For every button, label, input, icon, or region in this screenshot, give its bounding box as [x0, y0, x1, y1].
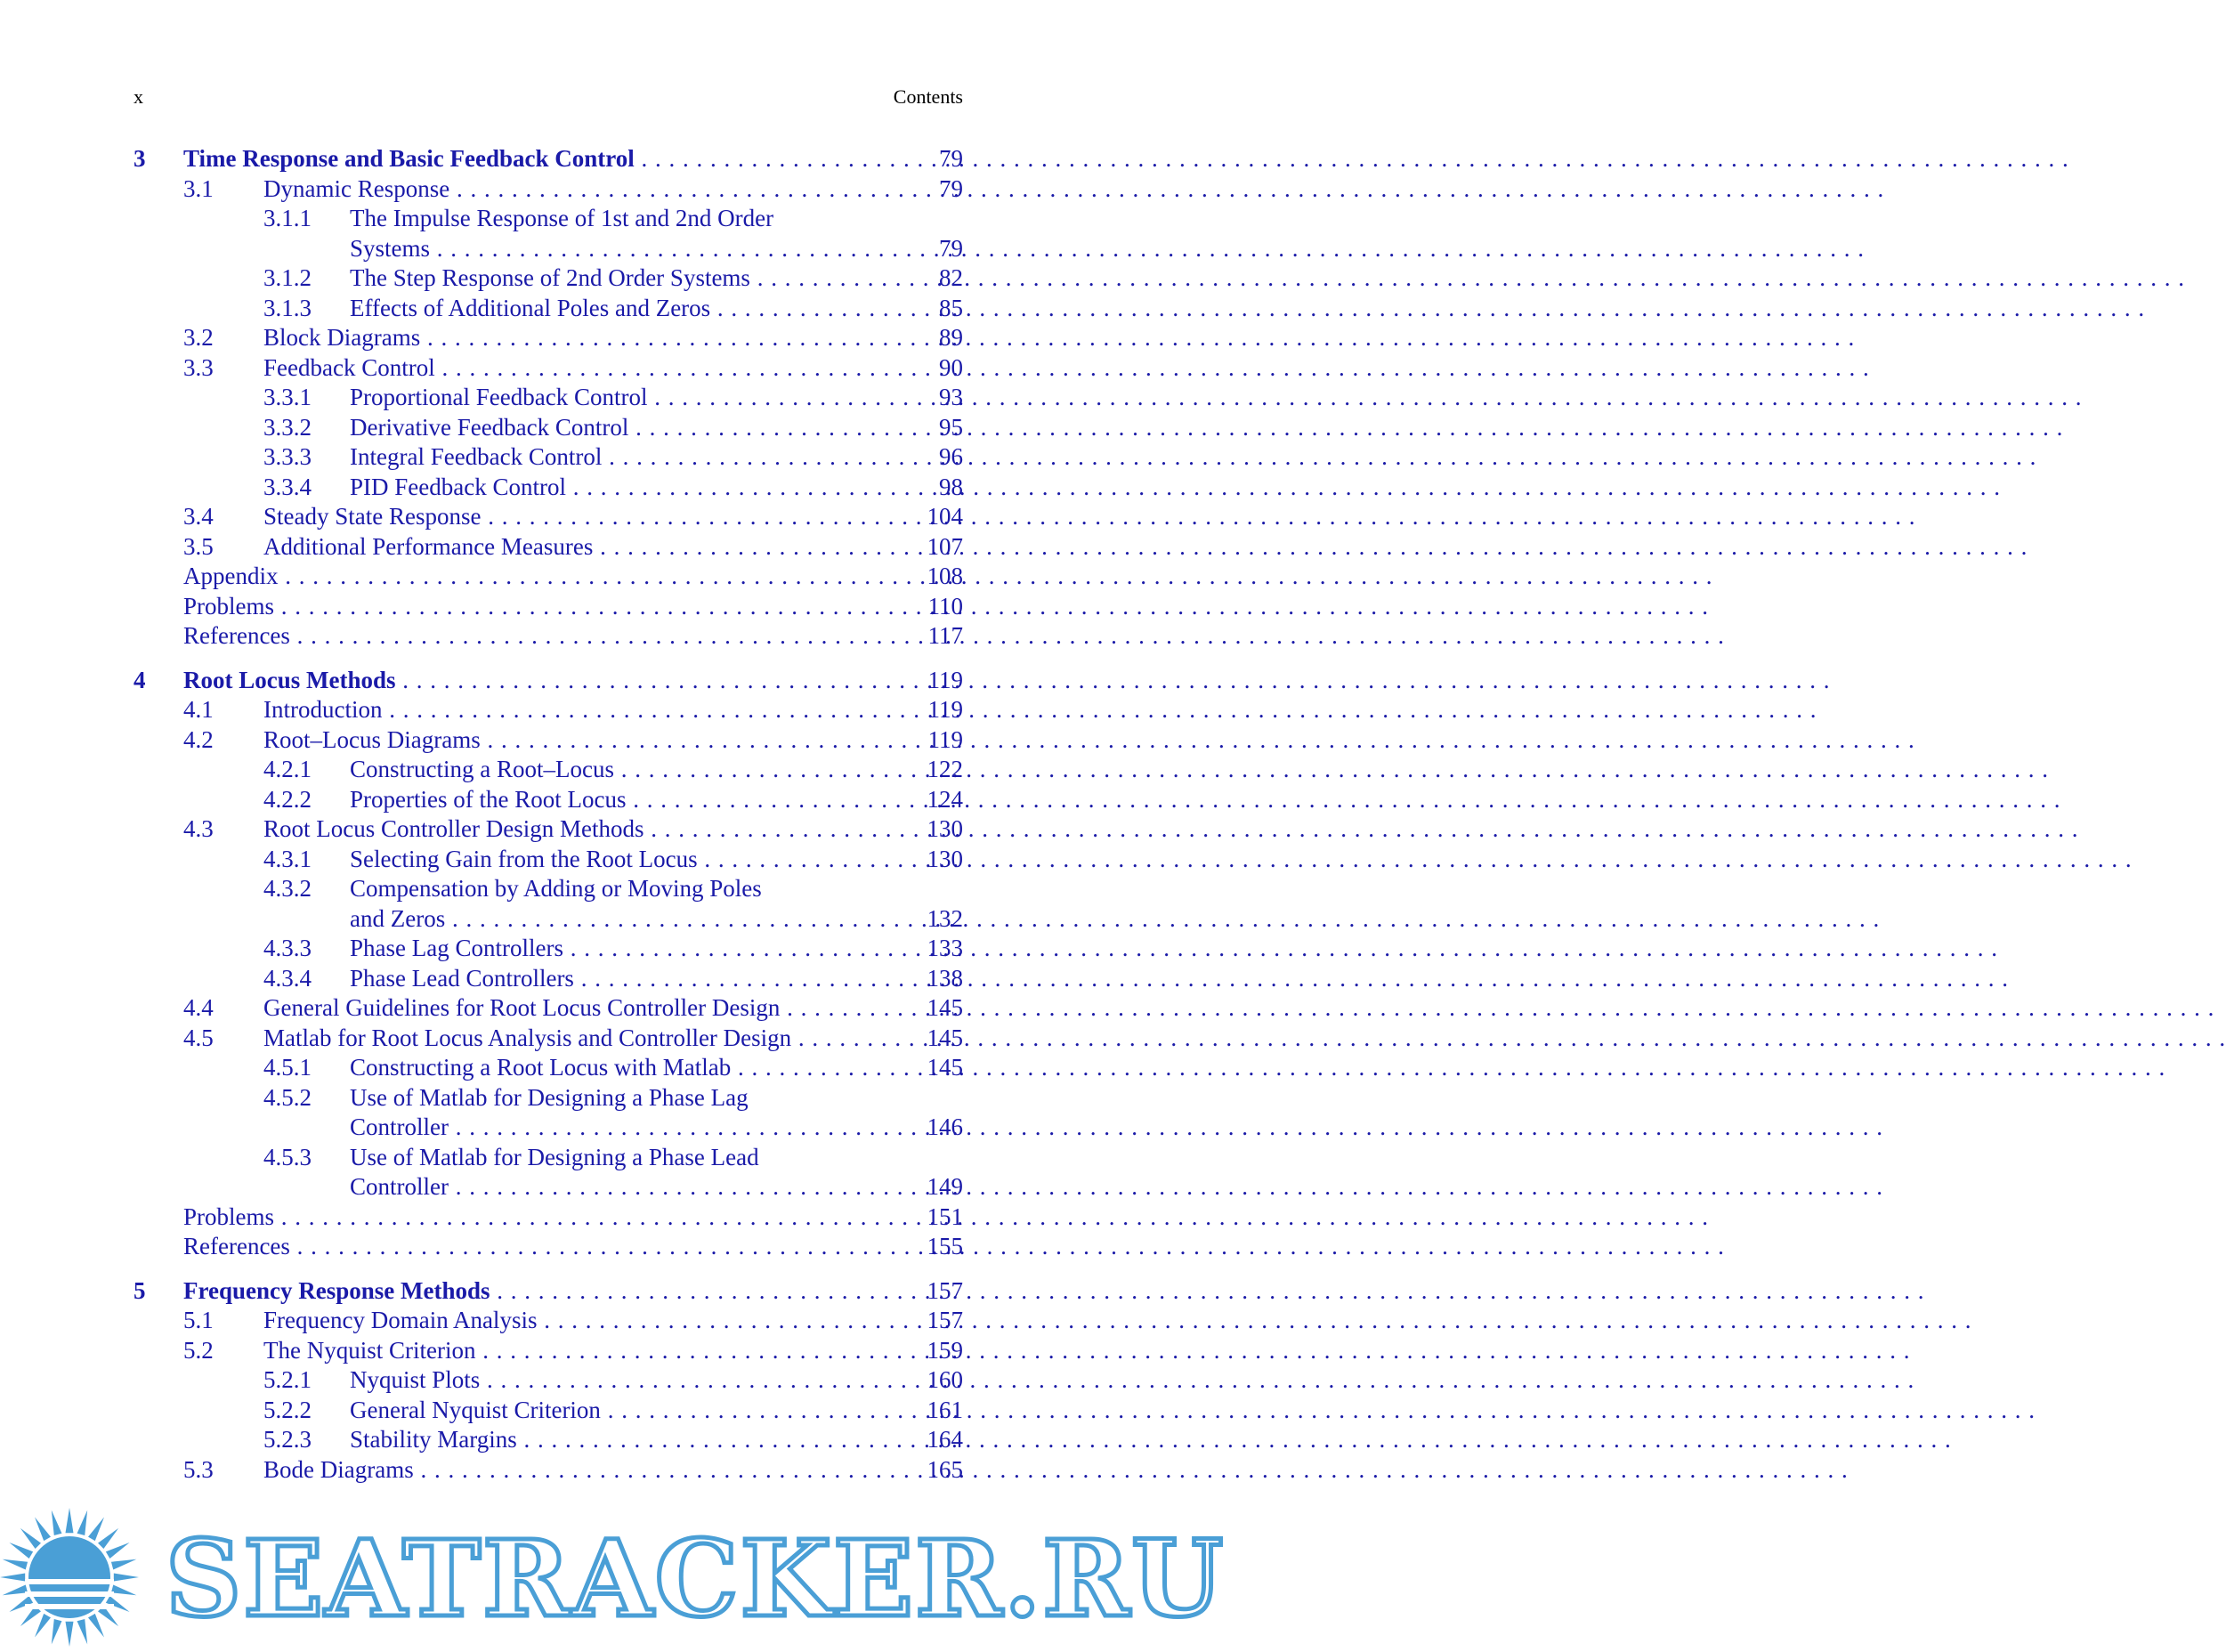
toc-entry-title: Phase Lead Controllers . . . — [350, 964, 904, 994]
toc-entry-number: 5 — [134, 1276, 146, 1304]
toc-entry-number: 4.3.3 — [263, 935, 312, 961]
sun-ray — [111, 1585, 136, 1596]
toc-misc-row[interactable] — [0, 592, 1087, 622]
sun-ray — [66, 1508, 74, 1533]
sun-ray — [3, 1559, 28, 1570]
toc-entry-title: Root Locus Methods . . . — [183, 666, 904, 696]
toc-entry-number: 4.5 — [183, 1024, 214, 1051]
toc-entry-page: 161 — [927, 1396, 963, 1423]
toc-entry-title: Selecting Gain from the Root Locus . . . — [350, 845, 904, 875]
toc-entry-title: Bode Diagrams . . . — [263, 1455, 904, 1486]
sun-ray — [35, 1517, 51, 1541]
toc-entry-page: 89 — [939, 324, 963, 351]
toc-entry-number: 3.1.2 — [263, 264, 312, 291]
toc-entry-number: 3.3 — [183, 353, 214, 381]
toc-subsection-row[interactable] — [0, 204, 1087, 234]
toc-chapter-row[interactable] — [0, 1276, 1087, 1307]
toc-entry-number: 3.3.3 — [263, 443, 312, 470]
toc-subsection-row[interactable] — [0, 473, 1087, 503]
sun-ray — [77, 1619, 88, 1644]
toc-entry-number: 4.2.1 — [263, 756, 312, 782]
toc-entry-number: 4.1 — [183, 696, 214, 723]
sun-ray — [106, 1543, 130, 1559]
toc-entry-number: 4.3.4 — [263, 964, 312, 992]
toc-entry-page: 155 — [927, 1233, 963, 1259]
toc-entry-page: 122 — [927, 756, 963, 782]
sun-ray — [77, 1510, 88, 1535]
sun-ray — [98, 1528, 118, 1549]
toc-entry-number: 3.5 — [183, 532, 214, 560]
toc-entry-page: 110 — [927, 592, 963, 620]
running-title: Contents — [893, 85, 963, 108]
toc-entry-page: 133 — [927, 935, 963, 961]
toc-entry-title: Proportional Feedback Control . . . — [350, 383, 904, 413]
sun-ray — [111, 1559, 136, 1570]
toc-entry-number: 5.2.1 — [263, 1366, 312, 1393]
toc-entry-title: Derivative Feedback Control . . . — [350, 413, 904, 443]
toc-entry-page: 124 — [927, 785, 963, 813]
toc-entry-page: 130 — [927, 845, 963, 872]
sun-ray — [9, 1543, 33, 1559]
toc-entry-number: 4.4 — [183, 994, 214, 1021]
toc-entry-number: 3.1 — [183, 174, 214, 202]
toc-entry-title: Constructing a Root Locus with Matlab . . . — [350, 1053, 904, 1083]
toc-entry-page: 130 — [927, 815, 963, 842]
page-number: x — [134, 85, 143, 108]
sun-ray — [66, 1622, 74, 1647]
toc-misc-row[interactable] — [0, 562, 1087, 592]
toc-subsection-row[interactable] — [0, 1172, 1087, 1203]
toc-entry-page: 96 — [939, 443, 963, 470]
toc-entry-page: 95 — [939, 413, 963, 441]
toc-entry-page: 82 — [939, 264, 963, 291]
toc-subsection-row[interactable] — [0, 234, 1087, 264]
sun-ray — [20, 1528, 41, 1549]
toc-entry-number: 4.5.3 — [263, 1143, 312, 1170]
toc-entry-number: 3.3.1 — [263, 384, 312, 410]
toc-entry-page: 132 — [927, 904, 963, 932]
toc-entry-title: Root Locus Controller Design Methods . . . — [263, 814, 904, 845]
toc-entry-title: Block Diagrams . . . — [263, 323, 904, 353]
toc-entry-number: 5.2 — [183, 1336, 214, 1364]
toc-entry-title: Properties of the Root Locus . . . — [350, 785, 904, 815]
toc-subsection-row[interactable] — [0, 1365, 1087, 1396]
sun-ray — [52, 1619, 62, 1644]
toc-entry-title: Frequency Domain Analysis . . . — [263, 1306, 904, 1336]
toc-section-row[interactable] — [0, 1306, 1087, 1336]
toc-entry-title: Nyquist Plots . . . — [350, 1365, 904, 1396]
toc-section-row[interactable] — [0, 353, 1087, 384]
toc-entry-title: Integral Feedback Control . . . — [350, 442, 904, 473]
toc-entry-number: 4.5.1 — [263, 1054, 312, 1081]
toc-entry-title: Steady State Response . . . — [263, 502, 904, 532]
toc-entry-page: 117 — [927, 622, 963, 649]
toc-entry-number: 3.4 — [183, 503, 214, 530]
toc-entry-number: 4.2 — [183, 725, 214, 753]
toc-subsection-row[interactable] — [0, 755, 1087, 785]
toc-subsection-row[interactable] — [0, 294, 1087, 324]
toc-entry-number: 3.1.3 — [263, 294, 312, 321]
toc-entry-page: 164 — [927, 1426, 963, 1453]
toc-entry-title: Use of Matlab for Designing a Phase Lead — [350, 1143, 759, 1170]
toc-entry-title: Dynamic Response . . . — [263, 174, 904, 205]
sun-ray — [114, 1574, 139, 1582]
toc-entry-title: and Zeros . . . — [350, 904, 904, 935]
sun-ray — [0, 1574, 25, 1582]
toc-entry-title: Controller . . . — [350, 1172, 904, 1203]
toc-entry-page: 119 — [927, 725, 963, 753]
toc-entry-title: Appendix . . . — [183, 562, 904, 592]
toc-entry-page: 157 — [927, 1276, 963, 1304]
toc-entry-number: 5.2.2 — [263, 1396, 312, 1423]
toc-subsection-row[interactable] — [0, 442, 1087, 473]
toc-entry-page: 79 — [939, 174, 963, 202]
toc-entry-title: Introduction . . . — [263, 695, 904, 725]
toc-entry-title: Phase Lag Controllers . . . — [350, 934, 904, 964]
toc-section-row[interactable] — [0, 1455, 1087, 1486]
toc-entry-number: 3.3.4 — [263, 473, 312, 500]
toc-entry-page: 160 — [927, 1366, 963, 1393]
toc-subsection-row[interactable] — [0, 934, 1087, 964]
toc-entry-number: 3 — [134, 145, 146, 172]
sun-ray — [35, 1614, 51, 1638]
toc-entry-title: The Step Response of 2nd Order Systems . . . — [350, 263, 904, 294]
table-of-contents — [0, 144, 1087, 1485]
toc-entry-page: 151 — [927, 1203, 963, 1230]
toc-entry-page: 159 — [927, 1336, 963, 1364]
toc-entry-title: General Nyquist Criterion . . . — [350, 1396, 904, 1426]
toc-section-row[interactable] — [0, 174, 1087, 205]
toc-subsection-row[interactable] — [0, 845, 1087, 875]
toc-section-row[interactable] — [0, 725, 1087, 756]
toc-entry-title: Root–Locus Diagrams . . . — [263, 725, 904, 756]
toc-entry-title: Compensation by Adding or Moving Poles — [350, 875, 762, 902]
toc-subsection-row[interactable] — [0, 383, 1087, 413]
toc-subsection-row[interactable] — [0, 785, 1087, 815]
toc-entry-number: 3.3.2 — [263, 413, 312, 441]
toc-section-row[interactable] — [0, 1336, 1087, 1366]
toc-chapter-row[interactable] — [0, 666, 1087, 696]
toc-misc-row[interactable] — [0, 621, 1087, 652]
toc-section-row[interactable] — [0, 502, 1087, 532]
toc-subsection-row[interactable] — [0, 874, 1087, 904]
toc-subsection-row[interactable] — [0, 263, 1087, 294]
toc-entry-number: 4.3 — [183, 815, 214, 842]
toc-entry-title: The Nyquist Criterion . . . — [263, 1336, 904, 1366]
toc-entry-title: Stability Margins . . . — [350, 1425, 904, 1455]
toc-subsection-row[interactable] — [0, 1143, 1087, 1173]
sun-ray — [88, 1614, 104, 1638]
toc-entry-title: Problems . . . — [183, 592, 904, 622]
toc-entry-page: 79 — [939, 234, 963, 262]
toc-subsection-row[interactable] — [0, 1396, 1087, 1426]
toc-subsection-row[interactable] — [0, 1083, 1087, 1113]
toc-section-row[interactable] — [0, 814, 1087, 845]
toc-entry-page: 157 — [927, 1307, 963, 1333]
toc-subsection-row[interactable] — [0, 964, 1087, 994]
toc-entry-page: 79 — [939, 145, 963, 172]
toc-entry-page: 90 — [939, 353, 963, 381]
toc-section-row[interactable] — [0, 323, 1087, 353]
toc-misc-row[interactable] — [0, 1232, 1087, 1262]
sun-ray — [52, 1510, 62, 1535]
toc-misc-row[interactable] — [0, 1203, 1087, 1233]
toc-entry-title: References . . . — [183, 621, 904, 652]
toc-entry-page: 146 — [927, 1113, 963, 1140]
sun-ray — [88, 1517, 104, 1541]
toc-entry-number: 4.3.1 — [263, 845, 312, 872]
watermark-text: SEATRACKER.RU — [166, 1517, 1226, 1640]
toc-section-row[interactable] — [0, 993, 1087, 1024]
toc-entry-title: Time Response and Basic Feedback Control . . . — [183, 144, 904, 174]
toc-entry-title: Systems . . . — [350, 234, 904, 264]
toc-entry-page: 107 — [927, 532, 963, 560]
toc-entry-number: 3.2 — [183, 324, 214, 351]
toc-section-row[interactable] — [0, 695, 1087, 725]
toc-entry-page: 145 — [927, 1024, 963, 1051]
toc-section-row[interactable] — [0, 1024, 1087, 1054]
toc-entry-number: 4.5.2 — [263, 1083, 312, 1111]
toc-entry-number: 3.1.1 — [263, 205, 312, 231]
toc-entry-page: 138 — [927, 964, 963, 992]
toc-entry-page: 104 — [927, 503, 963, 530]
toc-entry-page: 98 — [939, 473, 963, 500]
toc-entry-page: 108 — [927, 563, 963, 589]
toc-subsection-row[interactable] — [0, 1113, 1087, 1143]
toc-subsection-row[interactable] — [0, 1053, 1087, 1083]
toc-entry-page: 145 — [927, 994, 963, 1021]
toc-entry-title: Constructing a Root–Locus . . . — [350, 755, 904, 785]
toc-chapter-row[interactable] — [0, 144, 1087, 174]
toc-entry-page: 145 — [927, 1054, 963, 1081]
toc-entry-number: 4 — [134, 666, 146, 693]
toc-entry-title: The Impulse Response of 1st and 2nd Order — [350, 205, 774, 231]
toc-entry-page: 85 — [939, 294, 963, 321]
toc-entry-title: Controller . . . — [350, 1113, 904, 1143]
sun-ray — [3, 1585, 28, 1596]
toc-entry-title: General Guidelines for Root Locus Controller Design . . . — [263, 993, 904, 1024]
toc-entry-title: Effects of Additional Poles and Zeros . . . — [350, 294, 904, 324]
toc-entry-page: 119 — [927, 666, 963, 693]
toc-entry-page: 93 — [939, 384, 963, 410]
toc-entry-title: References . . . — [183, 1232, 904, 1262]
toc-entry-number: 4.2.2 — [263, 785, 312, 813]
toc-entry-title: PID Feedback Control . . . — [350, 473, 904, 503]
toc-entry-number: 4.3.2 — [263, 875, 312, 902]
toc-entry-title: Additional Performance Measures . . . — [263, 532, 904, 563]
toc-entry-title: Feedback Control . . . — [263, 353, 904, 384]
toc-entry-title: Problems . . . — [183, 1203, 904, 1233]
toc-entry-title: Matlab for Root Locus Analysis and Controller Design . . . — [263, 1024, 904, 1054]
toc-entry-number: 5.2.3 — [263, 1426, 312, 1453]
toc-subsection-row[interactable] — [0, 904, 1087, 935]
toc-subsection-row[interactable] — [0, 1425, 1087, 1455]
toc-entry-page: 165 — [927, 1455, 963, 1483]
toc-entry-title: Frequency Response Methods . . . — [183, 1276, 904, 1307]
toc-section-row[interactable] — [0, 532, 1087, 563]
toc-subsection-row[interactable] — [0, 413, 1087, 443]
toc-entry-page: 149 — [927, 1173, 963, 1200]
toc-entry-number: 5.1 — [183, 1307, 214, 1333]
toc-entry-page: 119 — [927, 696, 963, 723]
toc-entry-number: 5.3 — [183, 1455, 214, 1483]
toc-entry-title: Use of Matlab for Designing a Phase Lag — [350, 1083, 749, 1111]
